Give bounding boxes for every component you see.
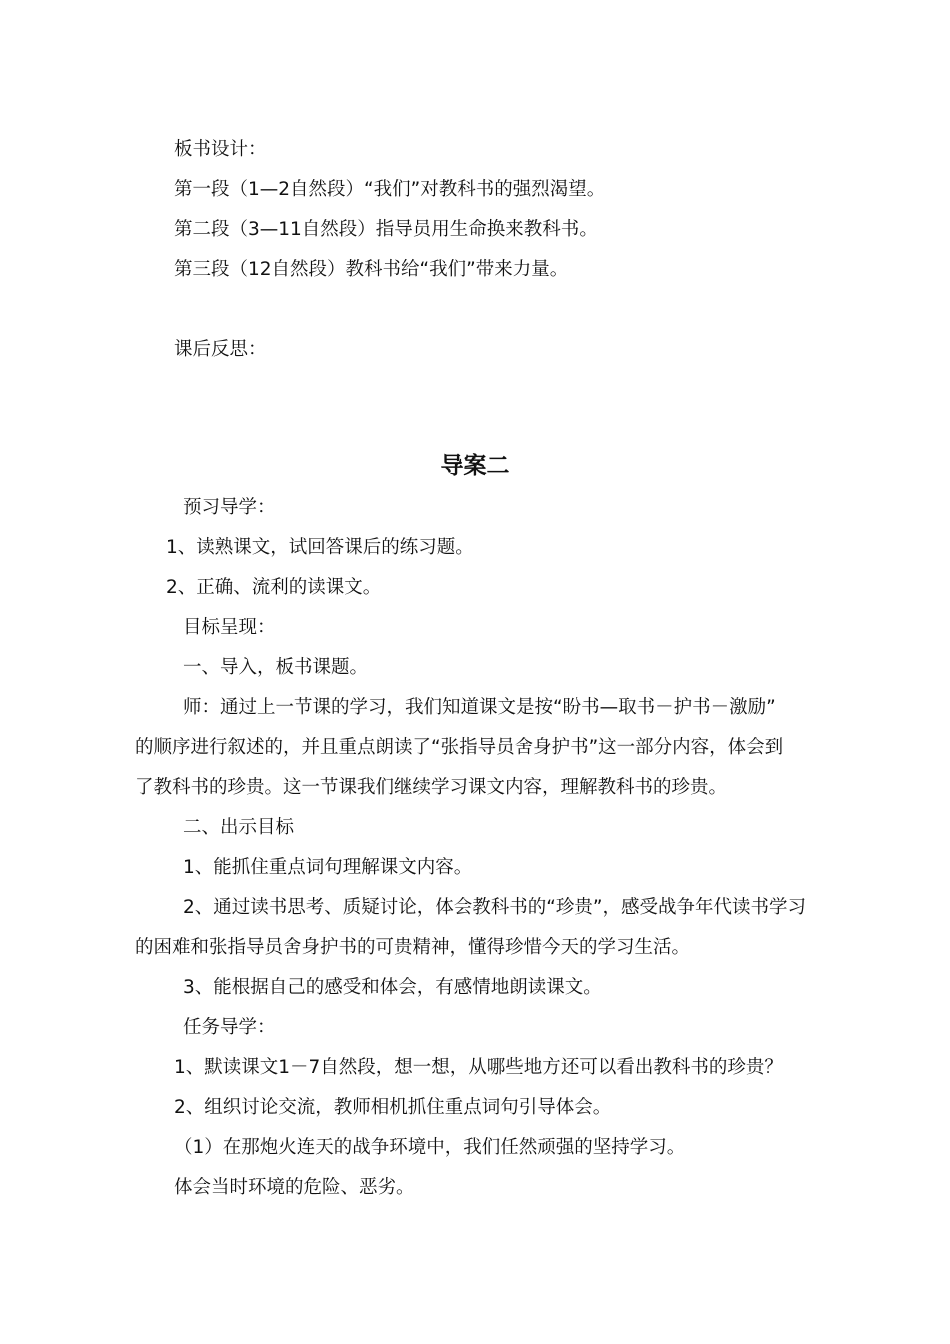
reflection-heading: 课后反思： <box>174 339 267 360</box>
objective-1: 1、能抓住重点词句理解课文内容。 <box>183 857 473 878</box>
tasks-heading: 任务导学： <box>183 1017 276 1038</box>
board-design-line-1: 第一段（1—2自然段）“我们”对教科书的强烈渴望。 <box>174 179 606 200</box>
section-title: 导案二 <box>440 453 510 479</box>
task-2: 2、组织讨论交流，教师相机抓住重点词句引导体会。 <box>174 1097 612 1118</box>
preview-item-2: 2、正确、流利的读课文。 <box>166 577 382 598</box>
sub-item-1: （1）在那炮火连天的战争环境中，我们任然顽强的坚持学习。 <box>174 1137 686 1158</box>
sub-item-1-note: 体会当时环境的危险、恶劣。 <box>174 1177 415 1198</box>
task-1: 1、默读课文1－7自然段，想一想，从哪些地方还可以看出教科书的珍贵？ <box>174 1057 783 1078</box>
intro-heading: 一、导入，板书课题。 <box>183 657 369 678</box>
preview-item-1: 1、读熟课文，试回答课后的练习题。 <box>166 537 474 558</box>
teacher-para-line-2: 的顺序进行叙述的，并且重点朗读了“张指导员舍身护书”这一部分内容，体会到 <box>135 737 784 758</box>
board-design-line-2: 第二段（3—11自然段）指导员用生命换来教科书。 <box>174 219 598 240</box>
preview-heading: 预习导学： <box>183 497 276 518</box>
objective-2-line-2: 的困难和张指导员舍身护书的可贵精神，懂得珍惜今天的学习生活。 <box>135 937 691 958</box>
board-design-line-3: 第三段（12自然段）教科书给“我们”带来力量。 <box>174 259 569 280</box>
objective-3: 3、能根据自己的感受和体会，有感情地朗读课文。 <box>183 977 602 998</box>
objectives-heading: 二、出示目标 <box>183 817 295 838</box>
teacher-para-line-3: 了教科书的珍贵。这一节课我们继续学习课文内容，理解教科书的珍贵。 <box>135 777 728 798</box>
objective-2-line-1: 2、通过读书思考、质疑讨论，体会教科书的“珍贵”，感受战争年代读书学习 <box>183 897 806 918</box>
goals-heading: 目标呈现： <box>183 617 276 638</box>
teacher-para-line-1: 师：通过上一节课的学习，我们知道课文是按“盼书—取书－护书－激励” <box>183 697 776 718</box>
board-design-heading: 板书设计： <box>174 139 267 160</box>
